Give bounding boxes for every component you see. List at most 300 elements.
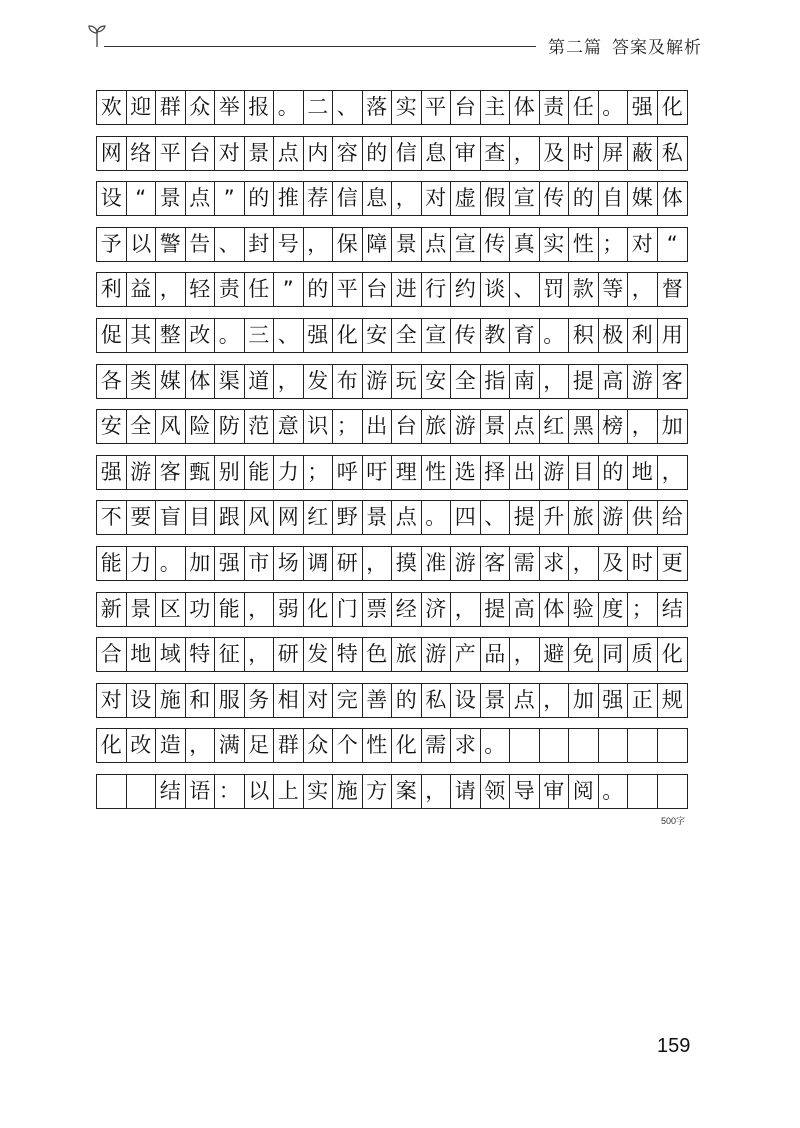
grid-cell: 意 (274, 410, 304, 443)
grid-cell: 台 (392, 410, 422, 443)
grid-cell: 对 (304, 684, 334, 717)
grid-cell: 发 (304, 365, 334, 398)
grid-cell: 设 (97, 182, 127, 215)
grid-cell: 善 (363, 684, 393, 717)
essay-row (96, 592, 688, 627)
grid-cell: 游 (422, 638, 452, 671)
grid-cell: 网 (97, 137, 127, 170)
grid-cell: 审 (540, 775, 570, 808)
grid-cell: 施 (333, 775, 363, 808)
grid-cell: 款 (569, 273, 599, 306)
grid-cell: 要 (127, 501, 157, 534)
grid-cell: 强 (628, 91, 658, 124)
grid-cell: 质 (628, 638, 658, 671)
grid-cell: 等 (599, 273, 629, 306)
grid-cell: 体 (510, 91, 540, 124)
grid-cell: 对 (628, 228, 658, 261)
grid-cell: 的 (304, 273, 334, 306)
grid-cell: 游 (628, 365, 658, 398)
grid-cell (658, 775, 688, 808)
grid-cell: 调 (304, 547, 334, 580)
grid-cell: 发 (304, 638, 334, 671)
grid-cell: 类 (127, 365, 157, 398)
grid-cell: 吁 (363, 456, 393, 489)
grid-cell: 容 (333, 137, 363, 170)
grid-cell: 障 (363, 228, 393, 261)
grid-cell: 台 (451, 91, 481, 124)
grid-cell: 、 (215, 228, 245, 261)
grid-cell: 实 (304, 775, 334, 808)
grid-cell: 安 (422, 365, 452, 398)
grid-cell: 约 (451, 273, 481, 306)
grid-cell: 能 (215, 593, 245, 626)
grid-cell: 强 (97, 456, 127, 489)
grid-cell: 完 (333, 684, 363, 717)
essay-row (96, 728, 688, 763)
grid-cell: 传 (451, 319, 481, 352)
header-rule (104, 46, 536, 47)
grid-cell: 旅 (422, 410, 452, 443)
grid-cell: 。 (215, 319, 245, 352)
grid-cell: 领 (481, 775, 511, 808)
header-title (548, 33, 702, 58)
grid-cell: 化 (304, 593, 334, 626)
essay-row (96, 546, 688, 581)
grid-cell: 功 (186, 593, 216, 626)
grid-cell: 对 (97, 684, 127, 717)
grid-cell: ， (628, 410, 658, 443)
grid-cell: 旅 (392, 638, 422, 671)
grid-cell: 品 (481, 638, 511, 671)
grid-cell: 众 (186, 91, 216, 124)
essay-row (96, 318, 688, 353)
grid-cell: ， (245, 593, 275, 626)
grid-cell: 利 (97, 273, 127, 306)
grid-cell: 全 (127, 410, 157, 443)
grid-cell: ； (304, 456, 334, 489)
grid-cell: 结 (156, 775, 186, 808)
grid-cell: 票 (363, 593, 393, 626)
grid-cell: 盲 (156, 501, 186, 534)
grid-cell: 能 (245, 456, 275, 489)
grid-cell (127, 775, 157, 808)
grid-cell: 自 (599, 182, 629, 215)
grid-cell: 地 (628, 456, 658, 489)
grid-cell: 化 (661, 95, 683, 119)
grid-cell: 群 (156, 91, 186, 124)
grid-cell: 全 (392, 319, 422, 352)
grid-cell: 结 (661, 596, 683, 621)
grid-cell: 正 (628, 684, 658, 717)
grid-cell: 景 (245, 137, 275, 170)
grid-cell: 三 (245, 319, 275, 352)
grid-cell: 域 (156, 638, 186, 671)
grid-cell: 宣 (422, 319, 452, 352)
grid-cell: 媒 (156, 365, 186, 398)
grid-cell: 规 (661, 687, 683, 712)
grid-cell: 给 (661, 505, 683, 530)
grid-cell: 责 (215, 273, 245, 306)
grid-cell: 点 (510, 410, 540, 443)
grid-cell: 加 (569, 684, 599, 717)
grid-cell: 。 (599, 91, 629, 124)
grid-cell: 野 (333, 501, 363, 534)
grid-cell: 告 (186, 228, 216, 261)
essay-row (96, 90, 688, 125)
grid-cell: 真 (510, 228, 540, 261)
grid-cell: 地 (127, 638, 157, 671)
grid-cell: 游 (363, 365, 393, 398)
grid-cell: 险 (186, 410, 216, 443)
grid-cell: 积 (569, 319, 599, 352)
page-number: 159 (657, 1035, 691, 1057)
grid-cell: 保 (333, 228, 363, 261)
essay-row (96, 227, 688, 262)
grid-cell: 性 (569, 228, 599, 261)
grid-cell: 理 (392, 456, 422, 489)
grid-cell: 景 (392, 228, 422, 261)
grid-cell: 强 (215, 547, 245, 580)
grid-cell: 的 (392, 684, 422, 717)
grid-cell: 区 (156, 593, 186, 626)
grid-cell: 。 (540, 319, 570, 352)
grid-cell: 、 (481, 501, 511, 534)
grid-cell: 出 (363, 410, 393, 443)
grid-cell (658, 729, 688, 762)
grid-cell: 台 (363, 273, 393, 306)
grid-cell: 各 (97, 365, 127, 398)
grid-cell: 平 (333, 273, 363, 306)
grid-cell: 推 (274, 182, 304, 215)
grid-cell: 案 (392, 775, 422, 808)
grid-cell: 点 (510, 684, 540, 717)
grid-cell: 合 (97, 638, 127, 671)
grid-cell: ， (510, 638, 540, 671)
grid-cell: 满 (215, 729, 245, 762)
grid-cell: 体 (186, 365, 216, 398)
grid-cell: 务 (245, 684, 275, 717)
grid-cell: 点 (274, 137, 304, 170)
grid-cell: 警 (156, 228, 186, 261)
grid-cell: 上 (274, 775, 304, 808)
grid-cell: 进 (392, 273, 422, 306)
grid-cell: ， (540, 365, 570, 398)
grid-cell: 时 (569, 137, 599, 170)
grid-cell: 网 (274, 501, 304, 534)
grid-cell: 众 (304, 729, 334, 762)
grid-cell: 欢 (97, 91, 127, 124)
grid-cell: 个 (333, 729, 363, 762)
grid-cell: 风 (156, 410, 186, 443)
grid-cell: 举 (215, 91, 245, 124)
grid-cell: 游 (540, 456, 570, 489)
essay-row (96, 774, 688, 809)
grid-cell: ， (245, 638, 275, 671)
grid-cell: 整 (156, 319, 186, 352)
grid-cell: 荐 (304, 182, 334, 215)
grid-cell: 的 (363, 137, 393, 170)
grid-cell: 验 (569, 593, 599, 626)
grid-cell: 榜 (599, 410, 629, 443)
grid-cell: 安 (97, 410, 127, 443)
grid-cell: 市 (245, 547, 275, 580)
grid-cell: 红 (540, 410, 570, 443)
grid-cell: 谈 (481, 273, 511, 306)
grid-cell: 度 (599, 593, 629, 626)
grid-cell: 性 (363, 729, 393, 762)
grid-cell: 避 (540, 638, 570, 671)
grid-cell: ， (392, 182, 422, 215)
grid-cell: ， (569, 547, 599, 580)
grid-cell: 化 (392, 729, 422, 762)
grid-cell: 以 (245, 775, 275, 808)
grid-cell (628, 775, 658, 808)
grid-cell: 南 (510, 365, 540, 398)
grid-cell: 同 (599, 638, 629, 671)
grid-cell: 方 (363, 775, 393, 808)
grid-cell: 利 (628, 319, 658, 352)
grid-cell: 行 (422, 273, 452, 306)
grid-cell: 性 (422, 456, 452, 489)
grid-cell: 道 (245, 365, 275, 398)
grid-cell: 落 (363, 91, 393, 124)
grid-cell: ； (333, 410, 363, 443)
grid-cell: 化 (661, 642, 683, 667)
grid-cell: 、 (510, 273, 540, 306)
grid-cell: 化 (97, 729, 127, 762)
grid-cell (628, 729, 658, 762)
grid-cell: 升 (540, 501, 570, 534)
grid-cell: 供 (628, 501, 658, 534)
grid-cell: 屏 (599, 137, 629, 170)
grid-cell: 台 (186, 137, 216, 170)
grid-cell: 。 (481, 729, 511, 762)
grid-cell: 免 (569, 638, 599, 671)
grid-cell: 改 (186, 319, 216, 352)
grid-cell: 求 (540, 547, 570, 580)
grid-cell: 私 (422, 684, 452, 717)
grid-cell: 请 (451, 775, 481, 808)
grid-cell (97, 775, 127, 808)
grid-cell: 特 (186, 638, 216, 671)
grid-cell: 研 (274, 638, 304, 671)
grid-cell: 对 (215, 137, 245, 170)
grid-cell: ” (215, 182, 245, 215)
grid-cell: 能 (97, 547, 127, 580)
grid-cell: 旅 (569, 501, 599, 534)
grid-cell: 强 (599, 684, 629, 717)
grid-cell: 教 (481, 319, 511, 352)
grid-cell: 其 (127, 319, 157, 352)
grid-cell: 弱 (274, 593, 304, 626)
grid-cell: ， (510, 137, 540, 170)
grid-cell: ， (186, 729, 216, 762)
grid-cell: 产 (451, 638, 481, 671)
grid-cell: ： (215, 775, 245, 808)
grid-cell: 经 (392, 593, 422, 626)
grid-cell (510, 729, 540, 762)
essay-row (96, 683, 688, 718)
grid-cell: 游 (451, 410, 481, 443)
grid-cell: 息 (422, 137, 452, 170)
grid-cell: 主 (481, 91, 511, 124)
grid-cell: 安 (363, 319, 393, 352)
grid-cell: 选 (451, 456, 481, 489)
grid-cell: 。 (599, 775, 629, 808)
grid-cell: 渠 (215, 365, 245, 398)
grid-cell: 游 (127, 456, 157, 489)
grid-cell: “ (127, 182, 157, 215)
grid-cell: 加 (661, 414, 683, 439)
grid-cell: 施 (156, 684, 186, 717)
grid-cell: 更 (661, 551, 683, 575)
grid-cell: 提 (569, 365, 599, 398)
grid-cell: 实 (540, 228, 570, 261)
grid-cell: 游 (451, 547, 481, 580)
grid-cell: 玩 (392, 365, 422, 398)
grid-cell: 设 (127, 684, 157, 717)
essay-row (96, 455, 688, 490)
grid-cell: 景 (481, 684, 511, 717)
grid-cell: 设 (451, 684, 481, 717)
grid-cell: 极 (599, 319, 629, 352)
grid-cell: 指 (481, 365, 511, 398)
grid-cell: 色 (363, 638, 393, 671)
grid-cell: 客 (156, 456, 186, 489)
grid-cell: 高 (510, 593, 540, 626)
grid-cell: 点 (422, 228, 452, 261)
grid-cell: 新 (97, 593, 127, 626)
grid-cell: ； (599, 228, 629, 261)
grid-cell: 全 (451, 365, 481, 398)
grid-cell: 提 (510, 501, 540, 534)
grid-cell: 、 (274, 319, 304, 352)
grid-cell: 对 (422, 182, 452, 215)
grid-cell: 不 (97, 501, 127, 534)
grid-cell: 目 (569, 456, 599, 489)
grid-cell: 门 (333, 593, 363, 626)
grid-cell: 用 (661, 323, 683, 347)
grid-cell: 力 (127, 547, 157, 580)
grid-cell: 任 (245, 273, 275, 306)
grid-cell: 及 (599, 547, 629, 580)
grid-cell: 甄 (186, 456, 216, 489)
grid-cell: 及 (540, 137, 570, 170)
grid-cell: 。 (274, 91, 304, 124)
grid-cell: 报 (245, 91, 275, 124)
grid-cell: 实 (392, 91, 422, 124)
grid-cell: 体 (540, 593, 570, 626)
grid-cell: 景 (156, 182, 186, 215)
grid-cell: 阅 (569, 775, 599, 808)
grid-cell: 息 (363, 182, 393, 215)
grid-cell: 任 (569, 91, 599, 124)
grid-cell: 号 (274, 228, 304, 261)
grid-cell: 罚 (540, 273, 570, 306)
grid-cell: 布 (333, 365, 363, 398)
grid-cell: 虚 (451, 182, 481, 215)
grid-cell: 加 (186, 547, 216, 580)
grid-cell: 需 (510, 547, 540, 580)
grid-cell: 促 (97, 319, 127, 352)
grid-cell: 济 (422, 593, 452, 626)
word-count-label: 500字 (661, 816, 686, 826)
grid-cell: 防 (215, 410, 245, 443)
grid-cell: 内 (304, 137, 334, 170)
essay-row (96, 181, 688, 216)
grid-cell: 。 (422, 501, 452, 534)
essay-row (96, 500, 688, 535)
grid-cell: 别 (215, 456, 245, 489)
grid-cell: 游 (599, 501, 629, 534)
page-header (0, 0, 800, 70)
grid-cell: 体 (661, 186, 683, 211)
grid-cell: 出 (510, 456, 540, 489)
grid-cell (540, 729, 570, 762)
grid-cell: 点 (392, 501, 422, 534)
sprout-icon (86, 22, 108, 48)
grid-cell: 平 (422, 91, 452, 124)
grid-cell: 四 (451, 501, 481, 534)
grid-cell: ， (661, 459, 683, 484)
grid-cell: 客 (661, 368, 683, 393)
grid-cell: 媒 (628, 182, 658, 215)
grid-cell: 传 (540, 182, 570, 215)
grid-cell: 需 (422, 729, 452, 762)
essay-row (96, 637, 688, 672)
grid-cell: 轻 (186, 273, 216, 306)
grid-cell: 以 (127, 228, 157, 261)
grid-cell: ， (422, 775, 452, 808)
grid-cell: 平 (156, 137, 186, 170)
grid-cell: 择 (481, 456, 511, 489)
grid-cell: 改 (127, 729, 157, 762)
essay-row (96, 136, 688, 171)
grid-cell: 红 (304, 501, 334, 534)
grid-cell: 足 (245, 729, 275, 762)
grid-cell: 特 (333, 638, 363, 671)
grid-cell: 二 (304, 91, 334, 124)
grid-cell: 群 (274, 729, 304, 762)
grid-cell: 督 (661, 277, 683, 302)
grid-cell: 的 (569, 182, 599, 215)
grid-cell: 目 (186, 501, 216, 534)
grid-cell: 研 (333, 547, 363, 580)
grid-cell: 求 (451, 729, 481, 762)
grid-cell: ， (274, 365, 304, 398)
grid-cell: ” (274, 273, 304, 306)
grid-cell: 责 (540, 91, 570, 124)
essay-row (96, 272, 688, 307)
grid-cell: 化 (333, 319, 363, 352)
grid-cell: ， (540, 684, 570, 717)
grid-cell: 强 (304, 319, 334, 352)
grid-cell: 识 (304, 410, 334, 443)
grid-cell: 造 (156, 729, 186, 762)
grid-cell: 私 (661, 140, 683, 165)
grid-cell: 导 (510, 775, 540, 808)
grid-cell: 封 (245, 228, 275, 261)
grid-cell: 育 (510, 319, 540, 352)
grid-cell: 络 (127, 137, 157, 170)
grid-cell: 信 (392, 137, 422, 170)
grid-cell: 传 (481, 228, 511, 261)
grid-cell: 查 (481, 137, 511, 170)
grid-cell: 予 (97, 228, 127, 261)
grid-cell: 、 (333, 91, 363, 124)
grid-cell: “ (666, 231, 678, 256)
grid-cell: 服 (215, 684, 245, 717)
